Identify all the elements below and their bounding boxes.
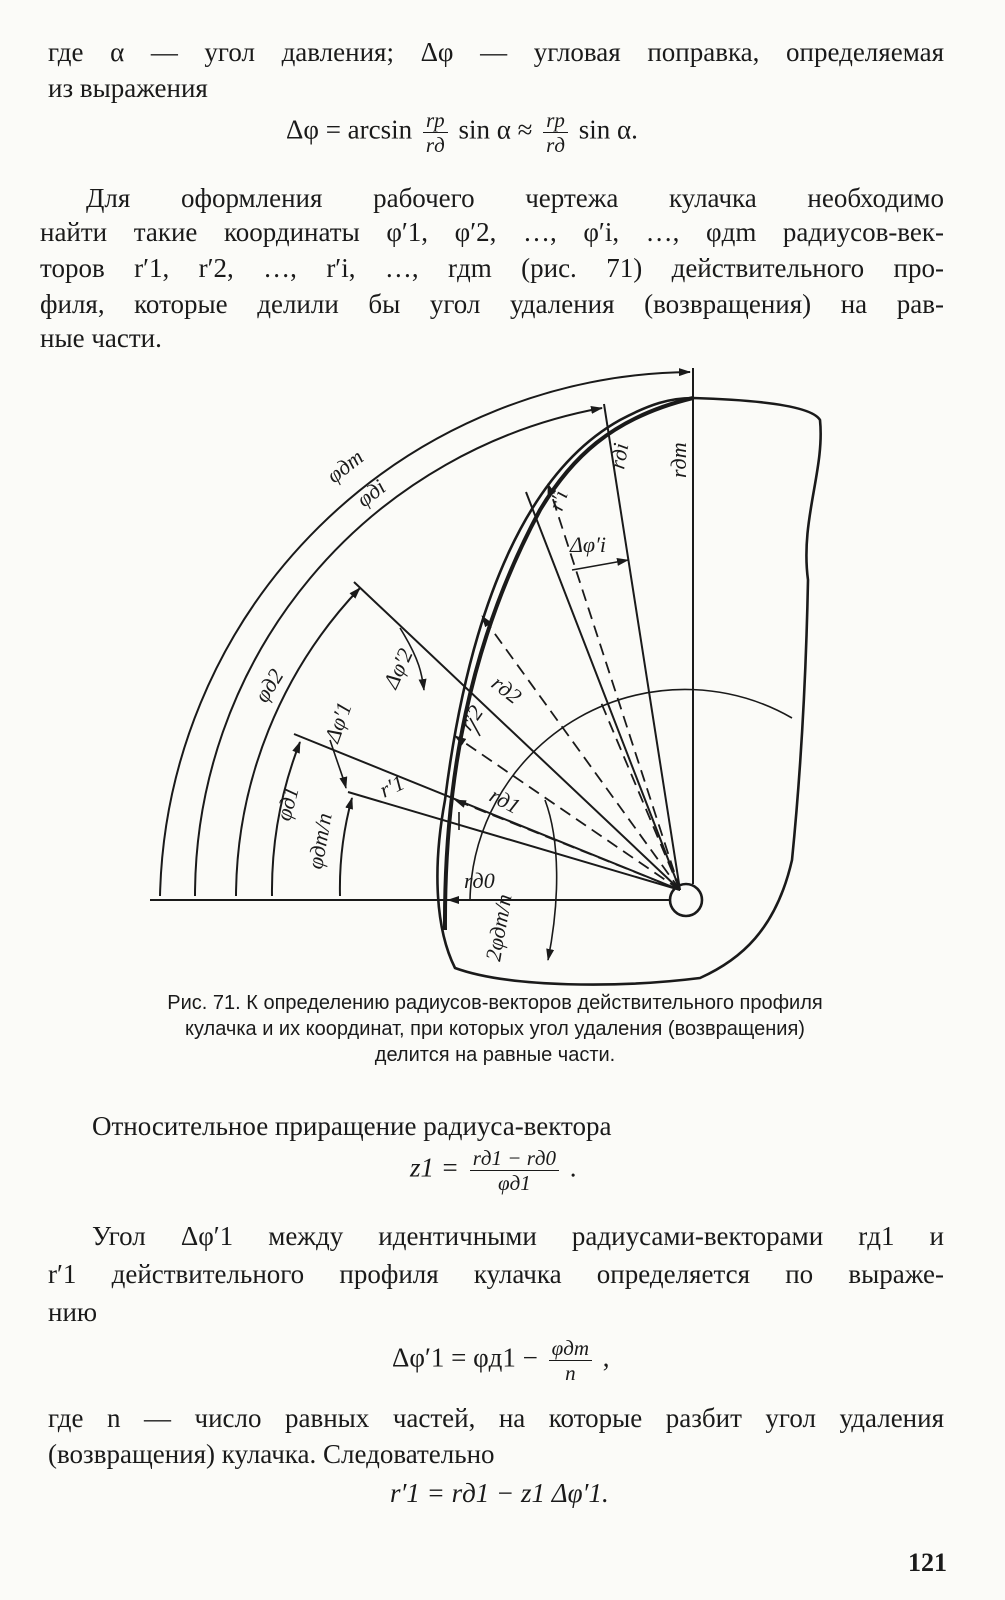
formula-2-lhs: z1 =: [410, 1152, 459, 1183]
paragraph-2-line-5: ные части.: [40, 323, 162, 353]
actual-profile-curve: [445, 398, 693, 930]
r-d2-solid: [354, 582, 680, 890]
label-r-1p: r′1: [375, 769, 409, 803]
label-dphi-i: Δφ′i: [570, 532, 607, 557]
fraction-phi-dm-n: [549, 1336, 592, 1385]
formula-4-text: r′1 = rд1 − z1 Δφ′1.: [390, 1478, 609, 1508]
figure-caption: Рис. 71. К определению радиусов-векторов действительного профиля кулачка и их координат, при которых угол удаления (возвращения) делится на равные части.: [167, 992, 823, 1066]
fraction-numerator: φдm: [549, 1336, 592, 1361]
formula-2-end: .: [569, 1152, 577, 1183]
paragraph-4-line-2: r′1 действительного профиля кулачка определяется по выраже-: [48, 1259, 944, 1289]
formula-r1-prime: [390, 1478, 609, 1509]
label-phi-di: φдi: [351, 474, 391, 512]
formula-3-lhs: Δφ′1 = φд1 −: [392, 1342, 538, 1373]
label-phi-dm-n: φдm/n: [302, 811, 337, 871]
label-phi-dm: φдm: [321, 444, 368, 488]
paragraph-2-line-2: найти такие координаты φ′1, φ′2, …, φ′i, …, φдm радиусов-век-: [40, 217, 944, 247]
formula-3-end: ,: [602, 1342, 610, 1373]
paragraph-1-line-2: из выражения: [48, 73, 208, 103]
page-number: 121: [908, 1548, 947, 1577]
label-phi-d1: φд1: [270, 783, 304, 824]
formula-delta-phi-1: [392, 1336, 610, 1385]
label-r-dm: rдm: [666, 442, 691, 478]
label-dphi-2: Δφ′2: [377, 644, 418, 693]
fraction-denominator: n: [565, 1361, 576, 1385]
formula-1-middle: sin α ≈: [458, 114, 533, 145]
paragraph-2-line-4: филя, которые делили бы угол удаления (возвращения) на рав-: [40, 289, 944, 319]
label-dphi-1: Δφ′1: [319, 698, 357, 746]
formula-1-end: sin α.: [578, 114, 638, 145]
fraction-numerator: rр: [423, 108, 448, 133]
paragraph-2-line-3: торов r′1, r′2, …, r′i, …, rдm (рис. 71) действительного про-: [40, 253, 944, 283]
label-r-di: rдi: [604, 441, 634, 471]
paragraph-5-line-2: (возвращения) кулачка. Следовательно: [48, 1439, 495, 1469]
label-r-2p: r′2: [453, 700, 489, 735]
r-ip-dashed: [548, 484, 680, 890]
fraction-denominator: φд1: [497, 1171, 531, 1195]
paragraph-3: Относительное приращение радиуса-вектора: [92, 1111, 612, 1141]
fraction-denominator: rд: [546, 133, 565, 157]
fraction-denominator: rд: [425, 133, 445, 157]
paragraph-4-line-3: нию: [48, 1297, 98, 1327]
formula-1-lhs: Δφ = arcsin: [286, 114, 413, 145]
fraction-numerator: rр: [543, 108, 568, 133]
r-2p-dashed: [482, 616, 680, 890]
arc-2phi-over-n: [545, 800, 557, 960]
fraction-numerator: rд1 − rд0: [470, 1146, 559, 1171]
formula-z1: [410, 1146, 577, 1195]
label-r-d2: rд2: [486, 670, 527, 709]
arc-dphi-i: [572, 560, 628, 570]
paragraph-4-line-1: Угол Δφ′1 между идентичными радиусами-векторами rд1 и: [92, 1221, 944, 1251]
label-r-d1: rд1: [485, 782, 525, 819]
label-r-d0: rд0: [464, 868, 495, 893]
label-r-ip: r′i: [542, 487, 573, 514]
paragraph-2-line-1: Для оформления рабочего чертежа кулачка необходимо: [86, 183, 944, 213]
label-phi-d2: φд2: [249, 664, 289, 707]
fraction-z1: [470, 1146, 559, 1195]
arc-phi-dm-n: [340, 798, 352, 896]
label-2phi-dm-n: 2φдm/n: [480, 892, 517, 963]
paragraph-5-line-1: где n — число равных частей, на которые разбит угол удаления: [48, 1403, 944, 1433]
arc-dphi-1: [330, 740, 346, 788]
paragraph-1-line-1: где α — угол давления; Δφ — угловая поправка, определяемая: [48, 37, 944, 67]
